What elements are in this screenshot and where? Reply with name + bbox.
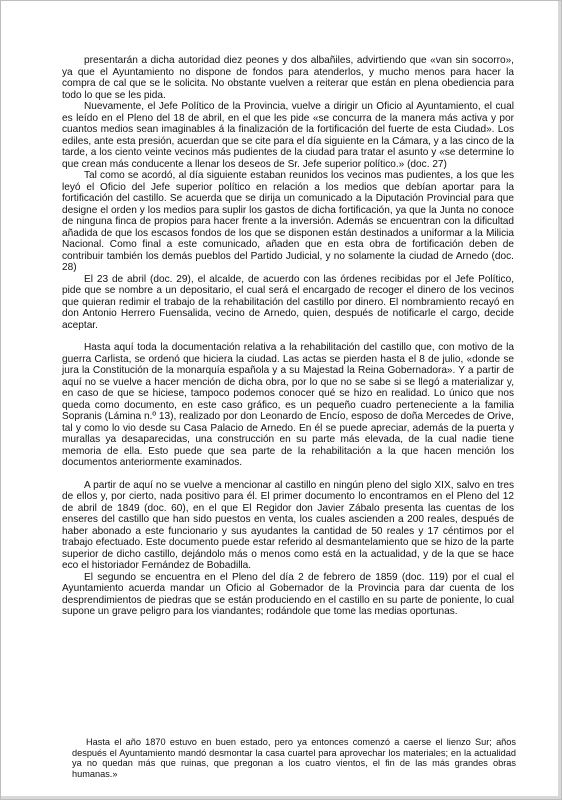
quote-text: Hasta el año 1870 estuvo en buen estado, pero ya entonces comenzó a caerse el lienzo Sur; años después el Ayuntamiento mandó desmontar la casa cuartel para aprovechar los materiales; en la actualidad ya no quedan más que ruinas, que pregonan a los cuatro vientos, el fin de las más grandes obras humanas.» <box>72 737 516 779</box>
paragraph-4: El 23 de abril (doc. 29), el alcalde, de acuerdo con las órdenes recibidas por el Jefe Político, pide que se nombre a un depositario, el cual será el encargado de recoger el dinero de los vecinos que quieran redimir el trabajo de la rehabilitación del castillo por dinero. El nombramiento recayó en don Antonio Herrero Fuensalida, vecino de Arnedo, quien, después de notificarle el cargo, decide aceptar. <box>62 273 514 331</box>
paragraph-gap <box>62 469 514 480</box>
paragraph-gap <box>62 331 514 342</box>
paragraph-7: El segundo se encuentra en el Pleno del día 2 de febrero de 1859 (doc. 119) por el cual el Ayuntamiento acuerda mandar un Oficio al Gobernador de la Provincia para dar cuenta de los desprendimientos de piedras que se están produciendo en el castillo en su parte de poniente, lo cual supone un grave peligro para los viandantes; rodándole que tome las medias oportunas. <box>62 571 514 617</box>
paragraph-1: presentarán a dicha autoridad diez peones y dos albañiles, advirtiendo que «van sin socorro», ya que el Ayuntamiento no dispone de fondos para atenderlos, y mucho menos para hacer la compra de cal que se le solicita. No obstante vuelven a reiterar que están en plena obediencia para todo lo que se les pida. <box>62 55 514 101</box>
paragraph-3: Tal como se acordó, al día siguiente estaban reunidos los vecinos mas pudientes, a los que les leyó el Oficio del Jefe superior político en relación a los medios que debían aportar para la fortificación del castillo. Se acuerda que se dirija un comunicado a la Diputación Provincial para que designe el orden y los medios para suplir los gastos de dicha fortificación, ya que la Junta no conoce de ninguna finca de propios para hacer frente a la inversión. Además se encuentran con la dificultad añadida de que los escasos fondos de los que se disponen están destinados a uniformar a la Milicia Nacional. Como final a este comunicado, añaden que en esta obra de fortificación deben de contribuir también los demás pueblos del Partido Judicial, y no solamente la ciudad de Arnedo (doc. 28) <box>62 170 514 273</box>
paragraph-2: Nuevamente, el Jefe Político de la Provincia, vuelve a dirigir un Oficio al Ayuntamiento, el cual es leído en el Pleno del 18 de abril, en el que les pide «se concurra de la manera más activa y por cuantos medios sean imaginables á la finalización de la fortificación del fuerte de esta Ciudad». Los ediles, ante esta presión, acuerdan que se cite para el día siguiente en la Cámara, y a las cinco de la tarde, a los ciento veinte vecinos más pudientes de la ciudad para tratar el asunto y «se determine lo que crean más conducente a llenar los deseos de Sr. Jefe superior político.» (doc. 27) <box>62 101 514 170</box>
quote-block <box>72 737 516 779</box>
paragraph-5: Hasta aquí toda la documentación relativa a la rehabilitación del castillo que, con motivo de la guerra Carlista, se ordenó que hiciera la ciudad. Las actas se pierden hasta el 8 de julio, «donde se jura la Constitución de la monarquía española y a su Majestad la Reina Gobernadora». Y a partir de aquí no se vuelve a hacer mención de dicha obra, por lo que no se sabe si se llegó a materializar y, en caso de que se hiciese, tampoco podemos conocer qué se hizo en realidad. Lo único que nos queda como documento, en este caso gráfico, es un pequeño cuadro perteneciente a la familia Sopranis (Lámina n.º 13), realizado por don Leonardo de Encío, esposo de doña Mercedes de Orive, tal y como lo vio desde su Casa Palacio de Arnedo. En él se puede apreciar, además de la puerta y murallas ya desaparecidas, una construcción en su parte más elevada, de la cual nadie tiene memoria de ella. Esto puede que sea parte de la rehabilitación a la que hacen mención los documentos anteriormente examinados. <box>62 342 514 468</box>
body-text <box>62 55 514 618</box>
paragraph-6: A partir de aquí no se vuelve a mencionar al castillo en ningún pleno del siglo XIX, salvo en tres de ellos y, por cierto, nada positivo para él. El primer documento lo encontramos en el Pleno del 12 de abril de 1849 (doc. 60), en el que El Regidor don Javier Zábalo presenta las cuentas de los enseres del castillo que han sido puestos en venta, los cuales ascienden a 200 reales, después de haber abonado a este funcionario y sus ayudantes la cantidad de 50 reales y 17 céntimos por el trabajo efectuado. Este documento puede estar referido al desmantelamiento que se hizo de la parte superior de dicho castillo, dejándolo más o menos como está en la actualidad, y de la que se hace eco el historiador Fernández de Bobadilla. <box>62 479 514 571</box>
